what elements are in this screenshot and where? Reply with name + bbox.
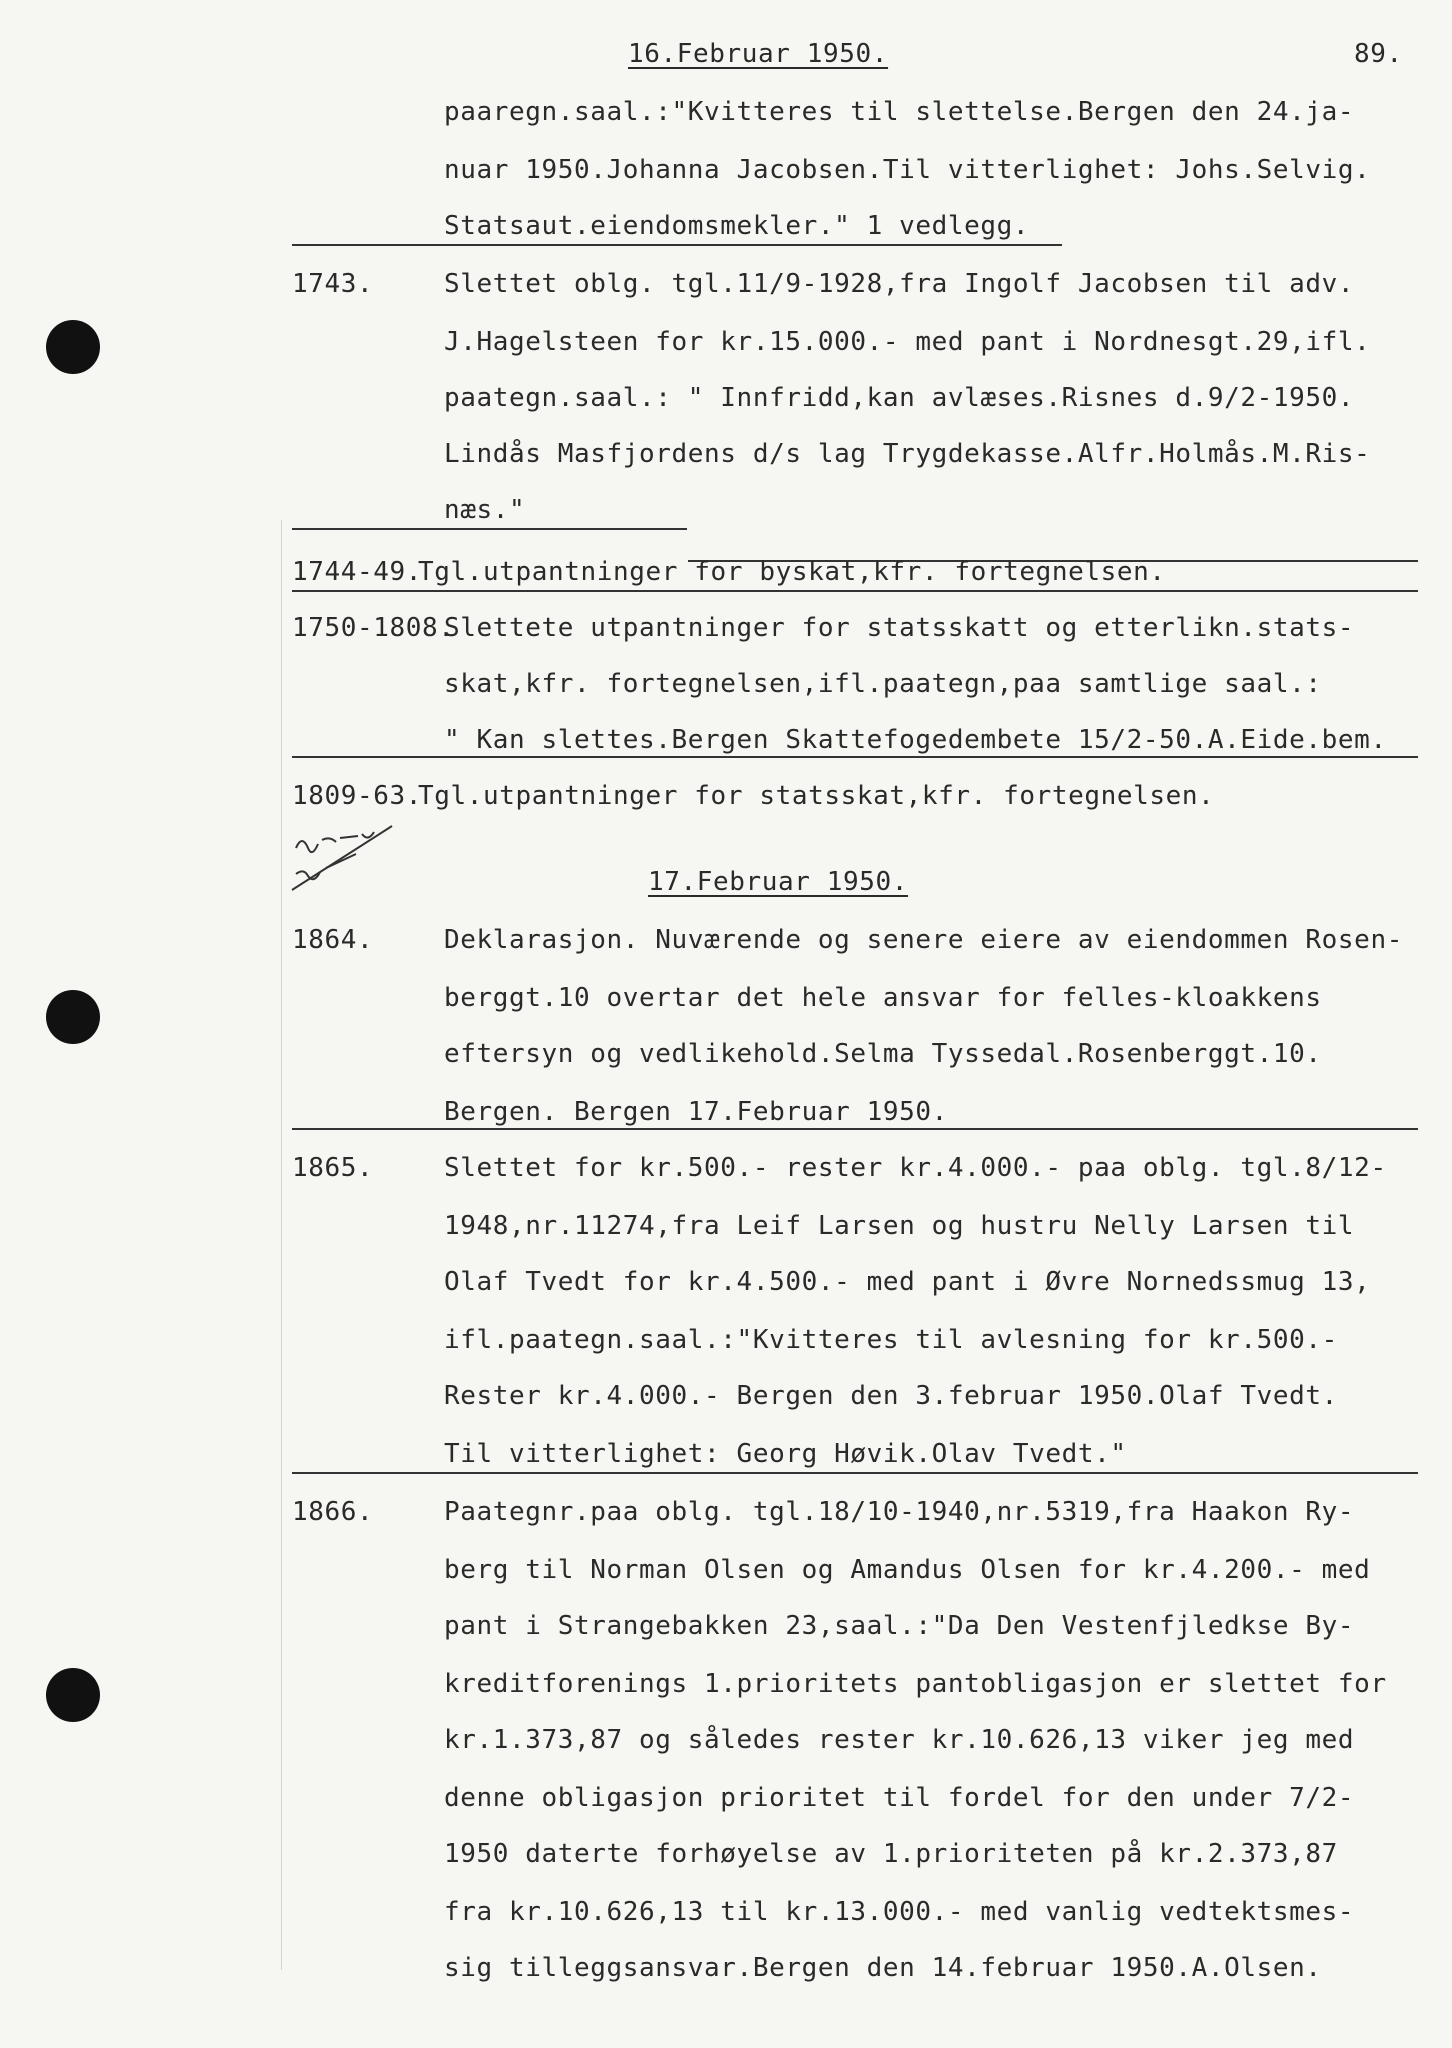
punch-hole [46, 1668, 100, 1722]
punch-hole [46, 990, 100, 1044]
entry-line: Lindås Masfjordens d/s lag Trygdekasse.Alfr.Holmås.M.Ris- [444, 439, 1371, 469]
entry-line: J.Hagelsteen for kr.15.000.- med pant i Nordnesgt.29,ifl. [444, 327, 1371, 357]
entry-line: kreditforenings 1.prioritets pantobligasjon er slettet for [444, 1669, 1387, 1699]
divider-rule [292, 590, 1418, 592]
divider-rule [292, 756, 1418, 758]
entry-line: Slettet oblg. tgl.11/9-1928,fra Ingolf Jacobsen til adv. [444, 269, 1355, 299]
entry-line: næs." [444, 495, 526, 525]
date-heading: 17.Februar 1950. [648, 867, 909, 897]
handwritten-initials-mark [282, 818, 402, 898]
entry-number: 1865. [292, 1153, 374, 1183]
entry-line: 1950 daterte forhøyelse av 1.prioriteten på kr.2.373,87 [444, 1839, 1338, 1869]
entry-line: Bergen. Bergen 17.Februar 1950. [444, 1097, 948, 1127]
margin-line [281, 520, 282, 1970]
entry-number: 1864. [292, 925, 374, 955]
entry-line: berg til Norman Olsen og Amandus Olsen for kr.4.200.- med [444, 1555, 1371, 1585]
divider-rule [292, 528, 687, 530]
entry-line: paaregn.saal.:"Kvitteres til slettelse.Bergen den 24.ja- [444, 97, 1355, 127]
entry-line: pant i Strangebakken 23,saal.:"Da Den Vestenfjledkse By- [444, 1611, 1355, 1641]
entry-line: Til vitterlighet: Georg Høvik.Olav Tvedt." [444, 1439, 1127, 1469]
divider-rule [292, 1472, 1418, 1474]
entry-line: skat,kfr. fortegnelsen,ifl.paategn,paa samtlige saal.: [444, 669, 1322, 699]
page-number: 89. [1354, 39, 1403, 69]
entry-line: Tgl.utpantninger for statsskat,kfr. fortegnelsen. [418, 781, 1215, 811]
entry-number: 1866. [292, 1497, 374, 1527]
entry-line: paategn.saal.: " Innfridd,kan avlæses.Risnes d.9/2-1950. [444, 383, 1355, 413]
entry-line: Tgl.utpantninger for byskat,kfr. fortegnelsen. [418, 557, 1166, 587]
entry-line: Statsaut.eiendomsmekler." 1 vedlegg. [444, 211, 1030, 241]
entry-line: sig tilleggsansvar.Bergen den 14.februar 1950.A.Olsen. [444, 1953, 1322, 1983]
entry-line: 1948,nr.11274,fra Leif Larsen og hustru Nelly Larsen til [444, 1211, 1355, 1241]
entry-line: Slettete utpantninger for statsskatt og etterlikn.stats- [444, 613, 1355, 643]
entry-line: ifl.paategn.saal.:"Kvitteres til avlesning for kr.500.- [444, 1325, 1338, 1355]
entry-number: 1809-63. [292, 781, 423, 811]
divider-rule [292, 1128, 1418, 1130]
entry-line: eftersyn og vedlikehold.Selma Tyssedal.Rosenberggt.10. [444, 1039, 1322, 1069]
entry-line: denne obligasjon prioritet til fordel for den under 7/2- [444, 1783, 1355, 1813]
entry-line: " Kan slettes.Bergen Skattefogedembete 15/2-50.A.Eide.bem. [444, 725, 1387, 755]
entry-line: Deklarasjon. Nuværende og senere eiere av eiendommen Rosen- [444, 925, 1403, 955]
entry-line: Paategnr.paa oblg. tgl.18/10-1940,nr.5319,fra Haakon Ry- [444, 1497, 1355, 1527]
entry-number: 1750-1808. [292, 613, 455, 643]
entry-line: berggt.10 overtar det hele ansvar for felles-kloakkens [444, 983, 1322, 1013]
entry-line: Rester kr.4.000.- Bergen den 3.februar 1950.Olaf Tvedt. [444, 1381, 1338, 1411]
entry-line: Slettet for kr.500.- rester kr.4.000.- paa oblg. tgl.8/12- [444, 1153, 1387, 1183]
entry-line: nuar 1950.Johanna Jacobsen.Til vitterlighet: Johs.Selvig. [444, 155, 1371, 185]
entry-line: Olaf Tvedt for kr.4.500.- med pant i Øvre Nornedssmug 13, [444, 1267, 1371, 1297]
entry-line: fra kr.10.626,13 til kr.13.000.- med vanlig vedtektsmes- [444, 1897, 1355, 1927]
page-date-heading: 16.Februar 1950. [628, 39, 889, 69]
entry-line: kr.1.373,87 og således rester kr.10.626,13 viker jeg med [444, 1725, 1355, 1755]
entry-number: 1743. [292, 269, 374, 299]
divider-rule [292, 244, 1062, 246]
entry-number: 1744-49. [292, 557, 423, 587]
punch-hole [46, 320, 100, 374]
